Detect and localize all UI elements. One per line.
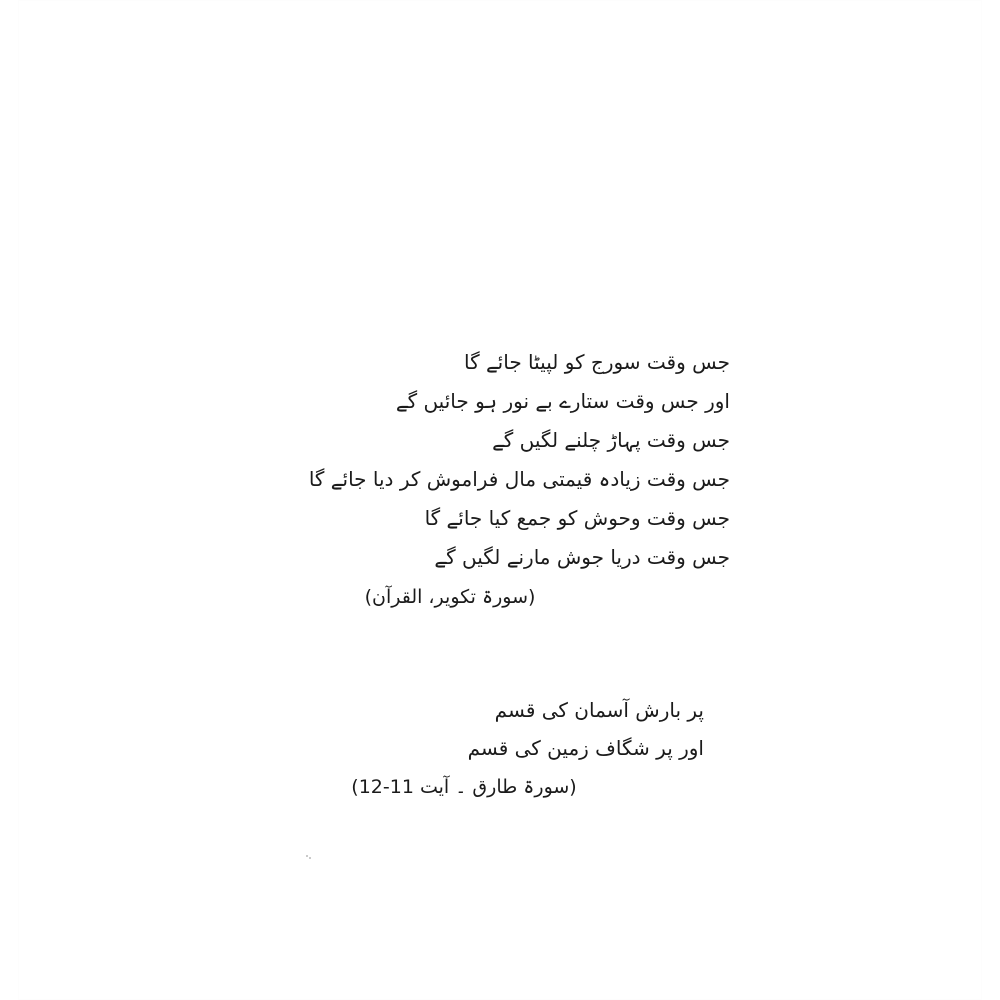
- page-speck: [306, 855, 308, 857]
- page-speck: [309, 857, 311, 859]
- verse-line: جس وقت وحوش کو جمع کیا جائے گا: [424, 506, 730, 530]
- paper-surface: [18, 0, 982, 1000]
- verse-line: اور جس وقت ستارے بے نور ہو جائیں گے: [395, 389, 730, 413]
- quran-passage-tariq: [224, 700, 704, 798]
- verse-line: جس وقت زیادہ قیمتی مال فراموش کر دیا جائے گا: [308, 467, 730, 491]
- verse-line: جس وقت سورج کو لپیٹا جائے گا: [463, 350, 730, 374]
- verse-line: جس وقت دریا جوش مارنے لگیں گے: [434, 545, 730, 569]
- verse-line: جس وقت پہاڑ چلنے لگیں گے: [492, 428, 730, 452]
- verse-line: پر بارش آسمان کی قسم: [494, 698, 704, 722]
- passage-source-citation: (سورۃ طارق ۔ آیت 11-12): [351, 776, 577, 798]
- quran-passage-takwir: [210, 352, 730, 608]
- verse-line: اور پر شگاف زمین کی قسم: [467, 736, 704, 760]
- passage-source-citation: (سورۃ تکویر، القرآن): [364, 586, 536, 608]
